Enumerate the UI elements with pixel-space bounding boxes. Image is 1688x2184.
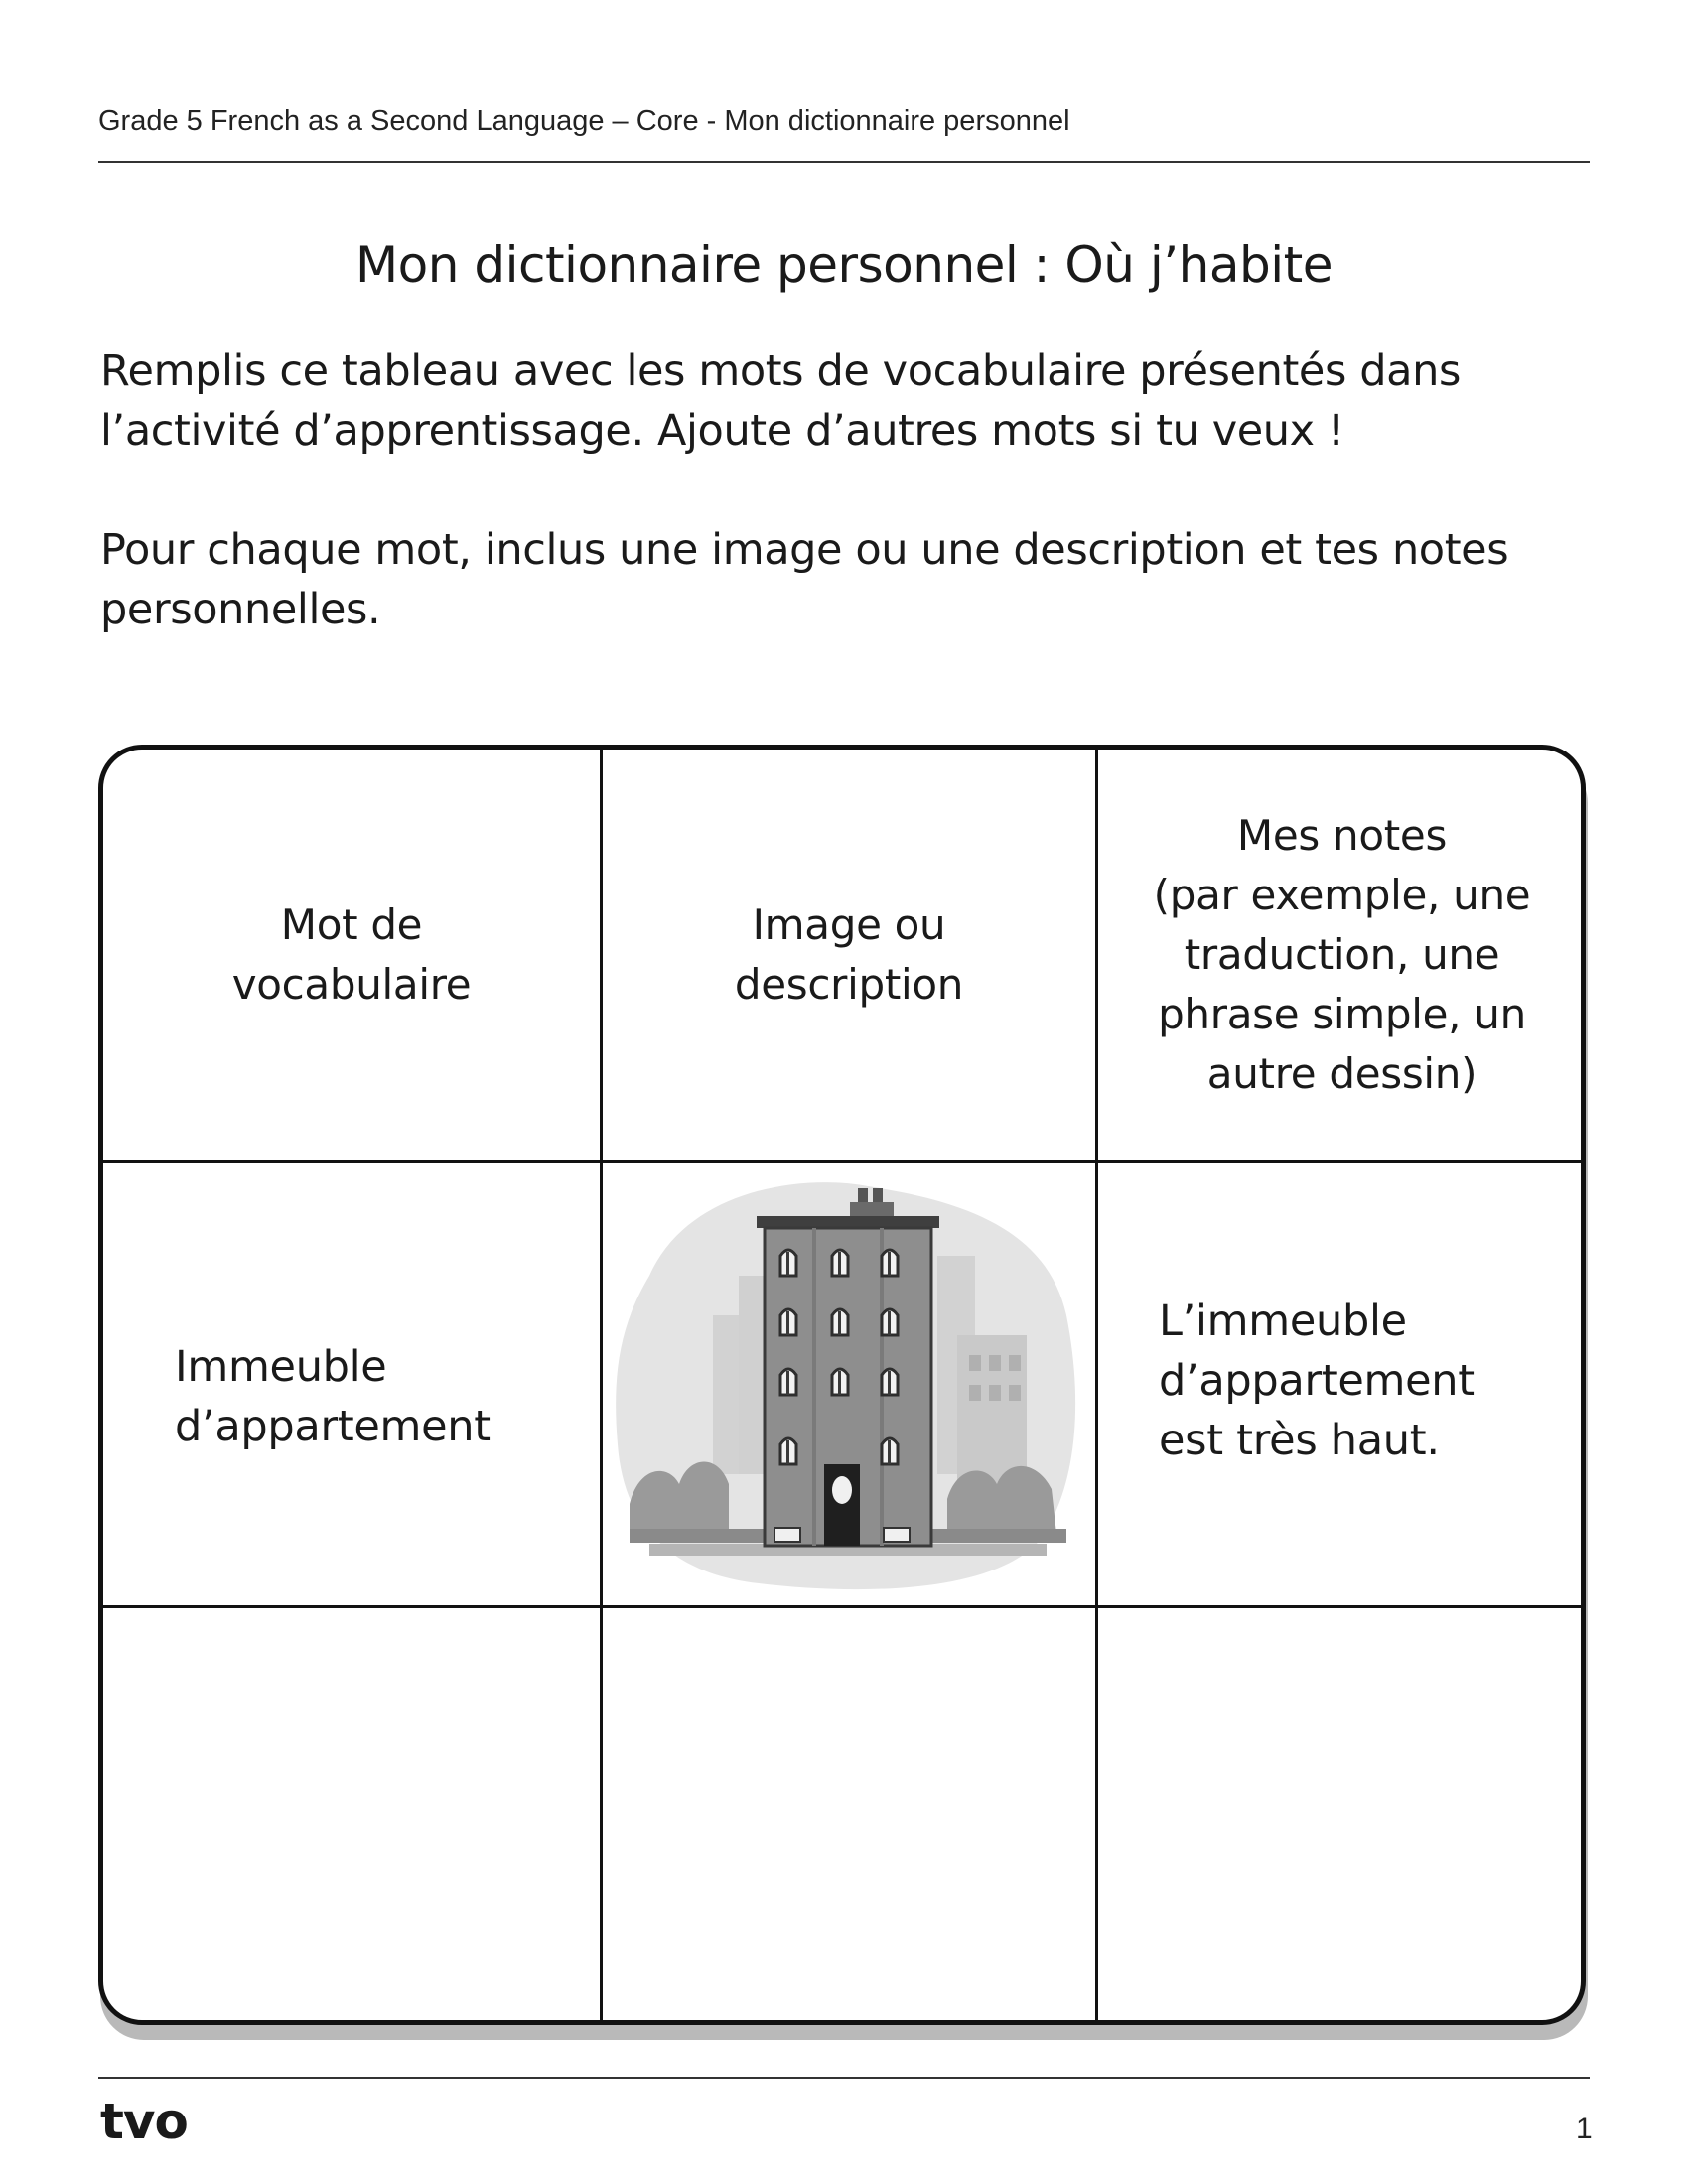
header-line: vocabulaire bbox=[231, 960, 472, 1009]
header-line: description bbox=[734, 960, 964, 1009]
header-cell-image bbox=[603, 750, 1095, 1160]
word-line: Immeuble bbox=[175, 1342, 387, 1392]
page-title: Mon dictionnaire personnel : Où j’habite bbox=[355, 236, 1333, 294]
note-line: L’immeuble bbox=[1159, 1297, 1407, 1346]
instructions-line: l’activité d’apprentissage. Ajoute d’autres mots si tu veux ! bbox=[100, 406, 1344, 456]
header-cell-notes bbox=[1098, 750, 1586, 1160]
header-line: traduction, une bbox=[1184, 930, 1500, 979]
page-number: 1 bbox=[1576, 2113, 1593, 2145]
header-line: phrase simple, un bbox=[1158, 990, 1526, 1038]
vocabulary-table bbox=[98, 745, 1586, 2025]
instructions-line: Pour chaque mot, inclus une image ou une description et tes notes bbox=[100, 525, 1509, 575]
instructions-paragraph-2 bbox=[100, 520, 1610, 639]
document-header: Grade 5 French as a Second Language – Core - Mon dictionnaire personnel bbox=[98, 105, 1070, 137]
header-line: autre dessin) bbox=[1206, 1049, 1477, 1098]
instructions-paragraph-1 bbox=[100, 341, 1610, 461]
apartment-building-illustration-icon bbox=[610, 1166, 1086, 1599]
word-line: d’appartement bbox=[175, 1402, 491, 1451]
vocabulary-note bbox=[1159, 1292, 1576, 1470]
header-divider bbox=[98, 161, 1590, 163]
footer-divider bbox=[98, 2077, 1590, 2079]
tvo-logo: tvo bbox=[100, 2093, 188, 2150]
row-divider bbox=[103, 1160, 1581, 1163]
header-line: Mes notes bbox=[1236, 811, 1448, 860]
row-divider bbox=[103, 1605, 1581, 1608]
header-cell-word bbox=[103, 750, 600, 1160]
header-line: Mot de bbox=[280, 900, 423, 949]
note-line: d’appartement bbox=[1159, 1356, 1475, 1406]
header-line: Image ou bbox=[752, 900, 946, 949]
header-line: (par exemple, une bbox=[1153, 871, 1531, 919]
note-line: est très haut. bbox=[1159, 1416, 1440, 1465]
vocabulary-word bbox=[175, 1337, 592, 1456]
instructions-line: personnelles. bbox=[100, 585, 381, 634]
instructions-line: Remplis ce tableau avec les mots de vocabulaire présentés dans bbox=[100, 346, 1461, 396]
